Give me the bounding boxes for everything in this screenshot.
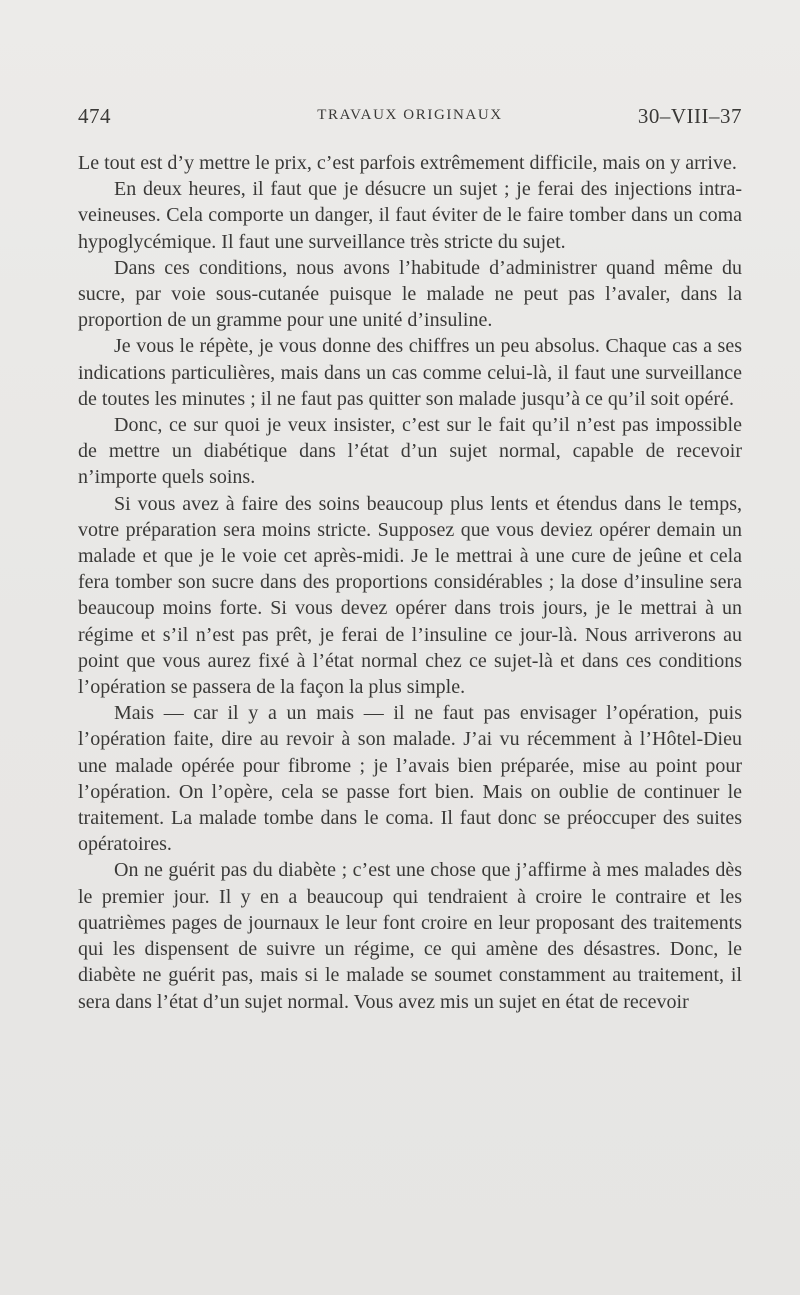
paragraph: En deux heures, il faut que je désucre un sujet ; je ferai des injections intra-veineuses. Cela comporte un danger, il faut éviter de le faire tomber dans un coma hypoglycémique. Il faut une surveillance très stricte du sujet. — [78, 178, 742, 253]
paragraph: Le tout est d’y mettre le prix, c’est parfois extrêmement difficile, mais on y arrive. — [78, 152, 737, 174]
page-number: 474 — [78, 104, 111, 128]
date-reference: 30–VIII–37 — [637, 104, 742, 128]
paragraph: Si vous avez à faire des soins beaucoup plus lents et étendus dans le temps, votre préparation sera moins stricte. Supposez que vous deviez opérer demain un malade et que je le voie cet après-midi. Je le mettrai à une cure de jeûne et cela fera tomber son sucre dans des proportions considérables ; la dose d’insuline sera beaucoup moins forte. Si vous devez opérer dans trois jours, je le mettrai à un régime et s’il n’est pas prêt, je ferai de l’insuline ce jour-là. Nous arriverons au point que vous aurez fixé à l’état normal chez ce sujet-là et dans ces conditions l’opération se passera de la façon la plus simple. — [78, 492, 742, 699]
paragraph: Je vous le répète, je vous donne des chiffres un peu absolus. Chaque cas a ses indications particulières, mais dans un cas comme celui-là, il faut une surveillance de toutes les minutes ; il ne faut pas quitter son malade jusqu’à ce qu’il soit opéré. — [78, 335, 742, 410]
paragraph: Mais — car il y a un mais — il ne faut pas envisager l’opération, puis l’opération faite, dire au revoir à son malade. J’ai vu récemment à l’Hôtel-Dieu une malade opérée pour fibrome ; je l’avais bien préparée, mise au point pour l’opération. On l’opère, cela se passe fort bien. Mais on oublie de continuer le traitement. La malade tombe dans le coma. Il faut donc se préoccuper des suites opératoires. — [78, 702, 742, 856]
paragraph: Donc, ce sur quoi je veux insister, c’est sur le fait qu’il n’est pas impossible de mettre un diabétique dans l’état d’un sujet normal, capable de recevoir n’importe quels soins. — [78, 414, 742, 489]
paragraph: Dans ces conditions, nous avons l’habitude d’administrer quand même du sucre, par voie sous-cutanée puisque le malade ne peut pas l’avaler, dans la proportion de un gramme pour une unité d’insuline. — [78, 256, 742, 332]
body-text — [78, 150, 742, 1015]
running-head — [78, 104, 742, 134]
section-title: TRAVAUX ORIGINAUX — [317, 107, 503, 123]
paragraph: On ne guérit pas du diabète ; c’est une chose que j’affirme à mes malades dès le premier jour. Il y en a beaucoup qui tendraient à croire le contraire et les quatrièmes pages de journaux le leur font croire en leur proposant des traitements qui les dispensent de suivre un régime, ce qui amène des désastres. Donc, le diabète ne guérit pas, mais si le malade se soumet constamment au traitement, il sera dans l’état d’un sujet normal. Vous avez mis un sujet en état de recevoir — [78, 859, 742, 1013]
